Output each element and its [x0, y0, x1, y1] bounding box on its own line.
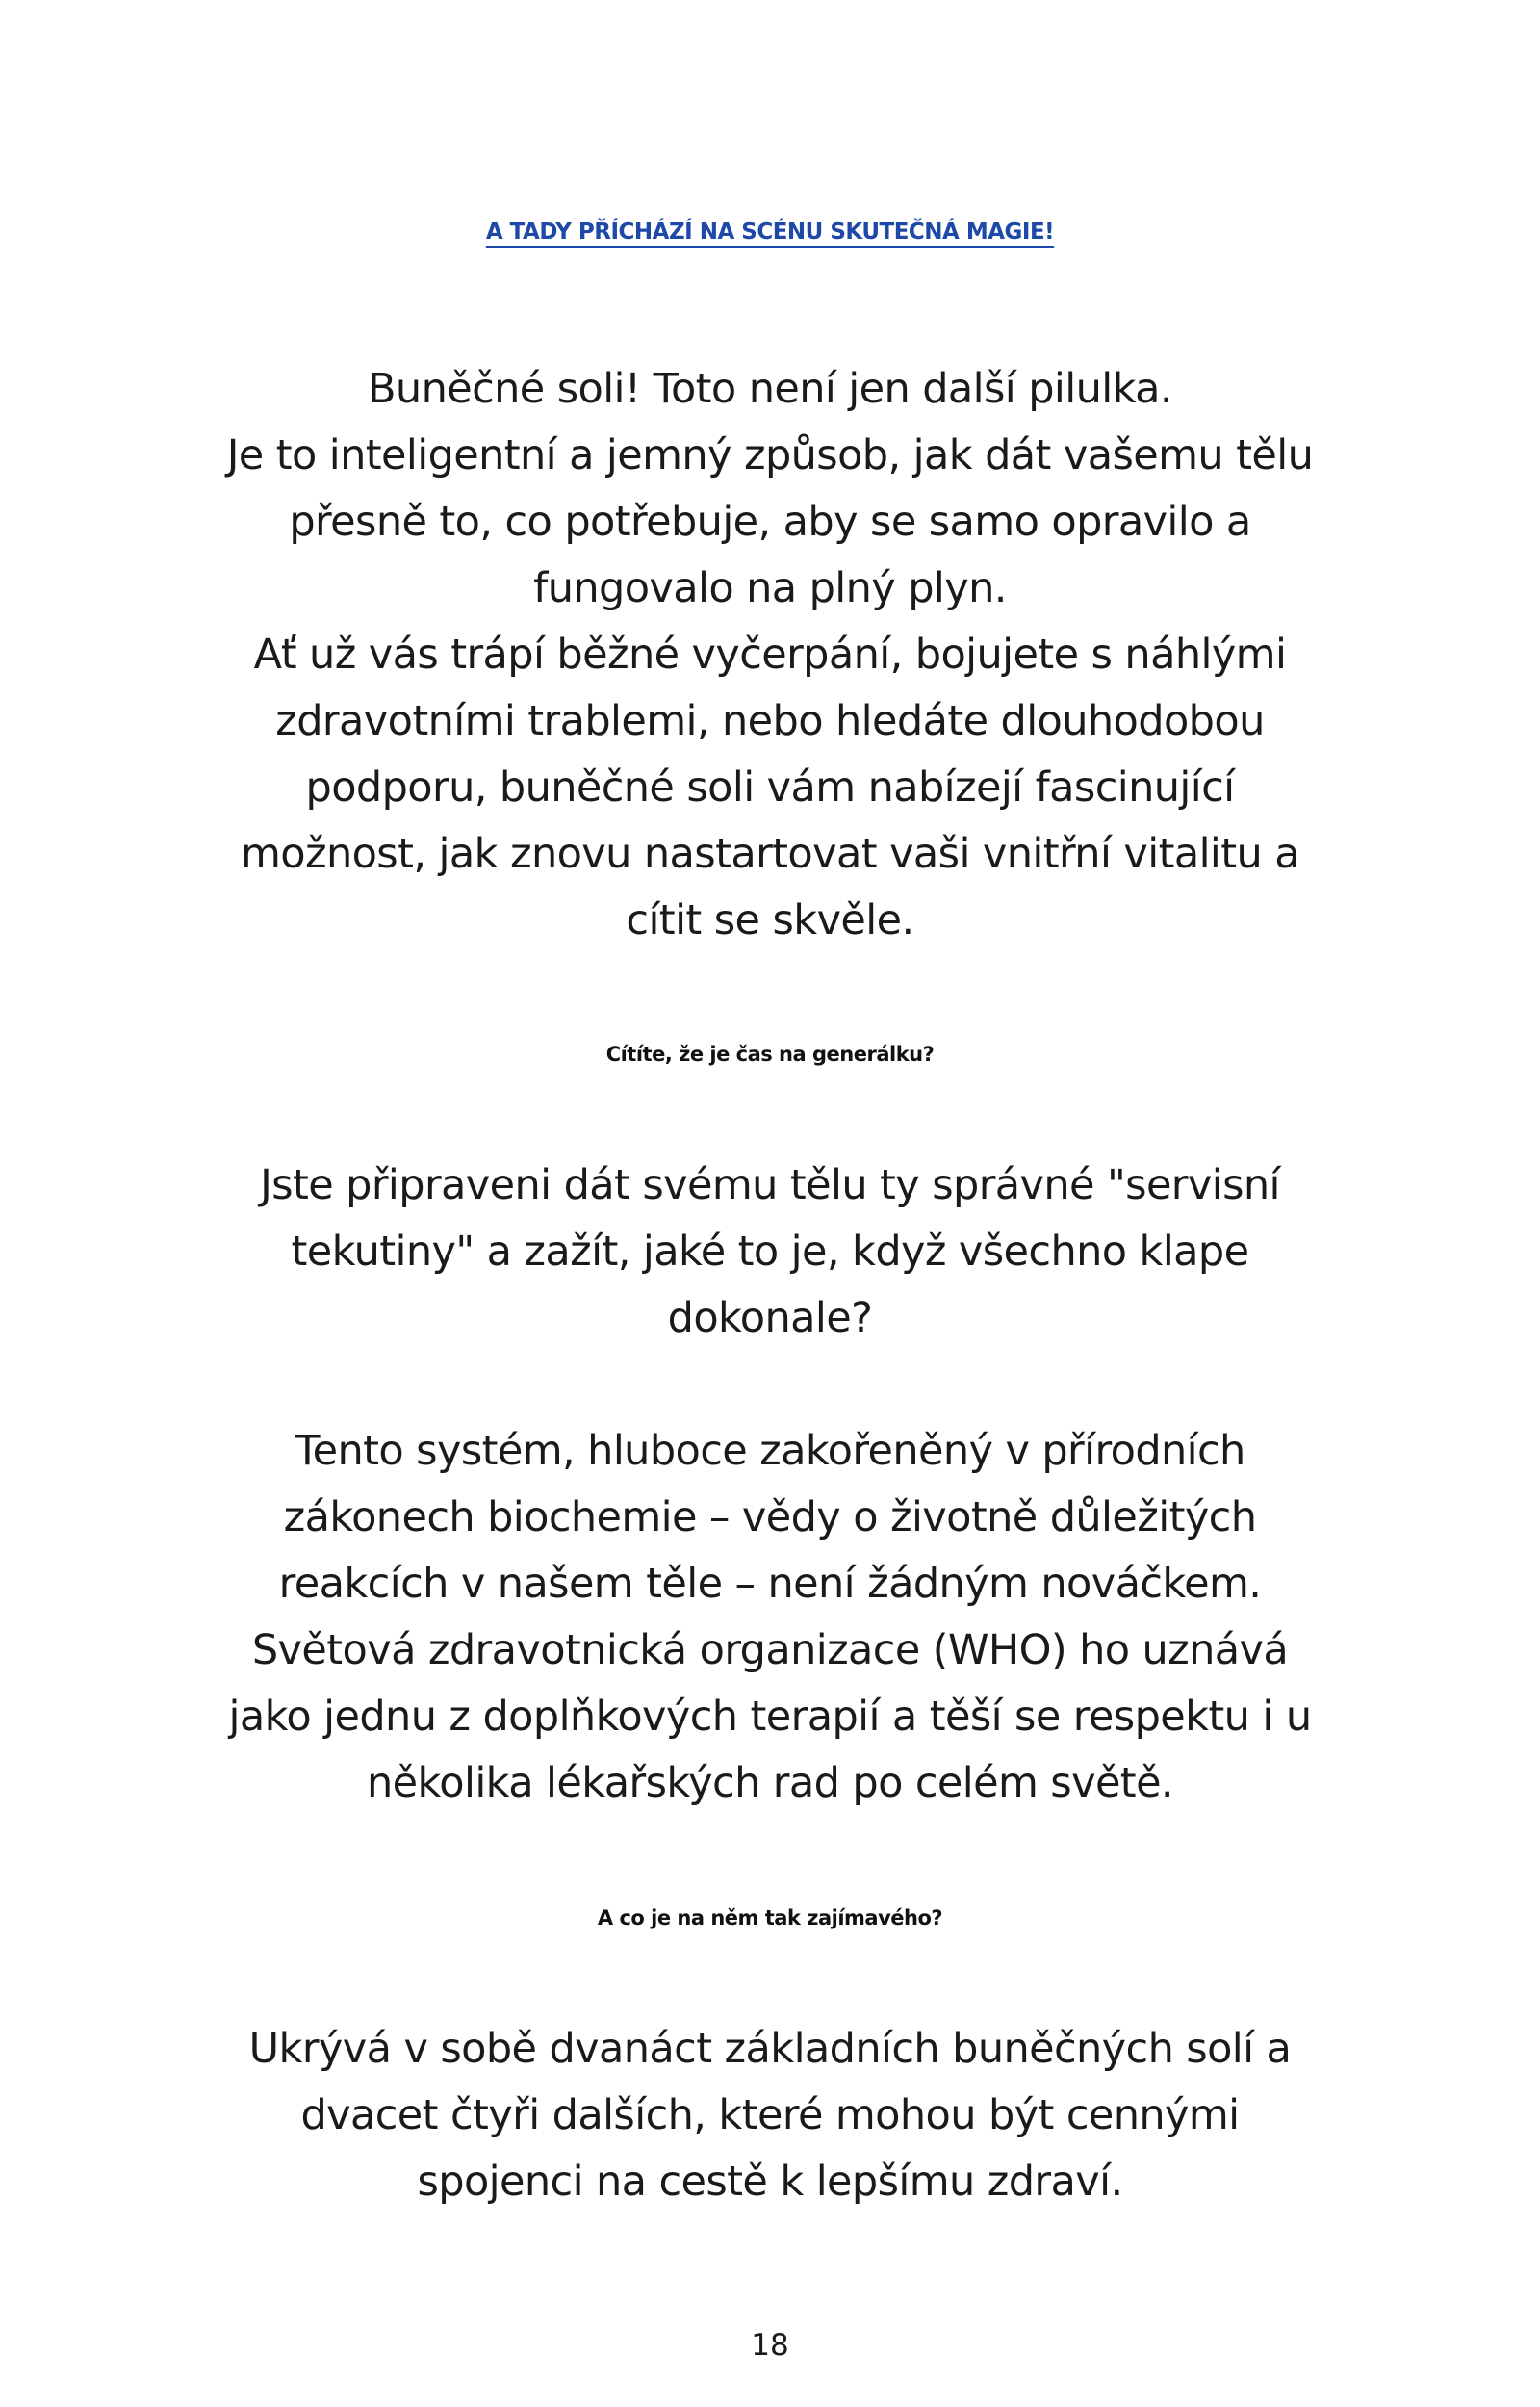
text-line: Jste připraveni dát svému tělu ty správné "servisní — [260, 1161, 1280, 1209]
text-line: reakcích v našem těle – není žádným nováčkem. — [278, 1560, 1262, 1608]
text-line: spojenci na cestě k lepšímu zdraví. — [417, 2158, 1123, 2206]
bunecne-soli-paragraph — [125, 2016, 1415, 2215]
text-line: dokonale? — [667, 1294, 873, 1342]
text-line: zdravotními trablemi, nebo hledáte dlouhodobou — [275, 697, 1265, 745]
servisni-tekutiny-paragraph — [125, 1152, 1415, 1352]
text-line: možnost, jak znovu nastartovat vaši vnitřní vitalitu a — [240, 830, 1300, 878]
text-line: několika lékařských rad po celém světě. — [366, 1759, 1173, 1807]
text-line: Buněčné soli! Toto není jen další pilulka. — [368, 365, 1172, 413]
intro-paragraph — [125, 356, 1415, 954]
text-line: zákonech biochemie – vědy o životně důležitých — [283, 1493, 1257, 1541]
page-heading: A TADY PŘÍCHÁZÍ NA SCÉNU SKUTEČNÁ MAGIE! — [485, 220, 1055, 245]
question-heading-1: Cítíte, že je čas na generálku? — [605, 1043, 935, 1066]
text-line: jako jednu z doplňkových terapií a těší se respektu i u — [228, 1693, 1312, 1741]
text-line: fungovalo na plný plyn. — [533, 564, 1007, 612]
text-line: Tento systém, hluboce zakořeněný v přírodních — [295, 1427, 1245, 1475]
text-line: podporu, buněčné soli vám nabízejí fascinující — [305, 764, 1235, 812]
question-heading-2: A co je na něm tak zajímavého? — [597, 1906, 943, 1929]
text-line: Je to inteligentní a jemný způsob, jak dát vašemu tělu — [226, 431, 1314, 479]
text-line: Ukrývá v sobě dvanáct základních buněčných solí a — [248, 2025, 1292, 2073]
text-line: Světová zdravotnická organizace (WHO) ho uznává — [251, 1626, 1289, 1674]
text-line: Ať už vás trápí běžné vyčerpání, bojujete s náhlými — [253, 631, 1287, 679]
text-line: dvacet čtyři dalších, které mohou být cennými — [300, 2091, 1240, 2139]
page-number: 18 — [751, 2328, 789, 2363]
text-line: tekutiny" a zažít, jaké to je, když všechno klape — [291, 1228, 1249, 1276]
text-line: cítit se skvěle. — [626, 896, 914, 945]
text-line: přesně to, co potřebuje, aby se samo opravilo a — [289, 498, 1251, 546]
biochemie-paragraph — [125, 1418, 1415, 1817]
